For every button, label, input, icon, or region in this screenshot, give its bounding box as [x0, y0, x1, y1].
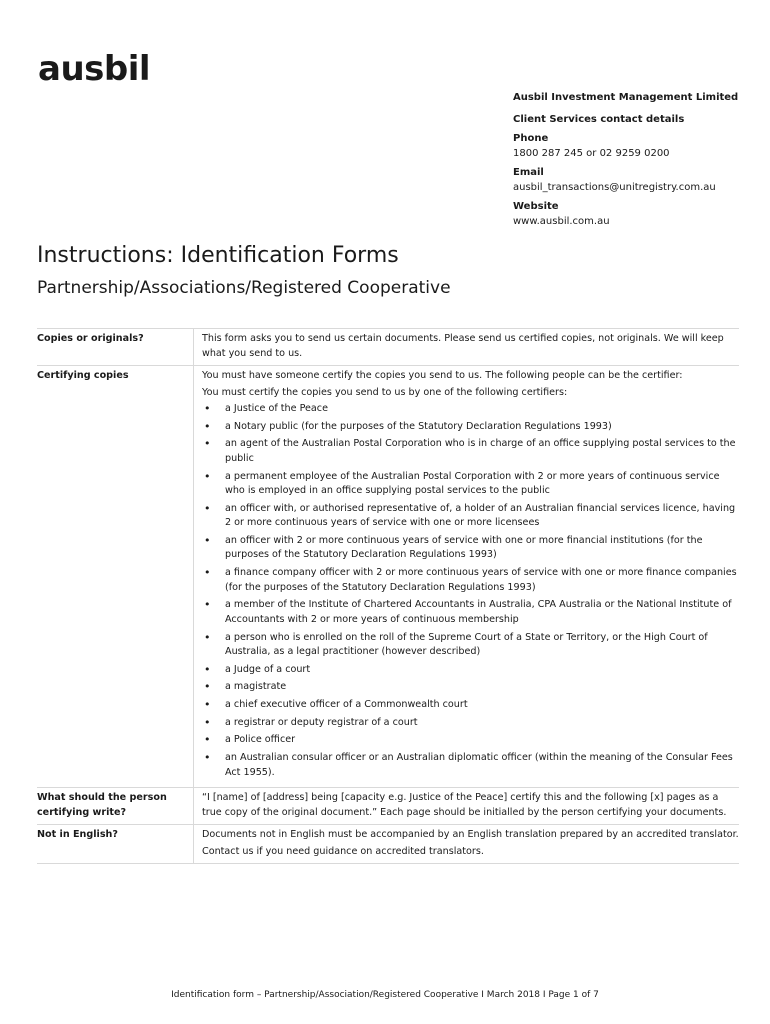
phone-value: 1800 287 245 or 02 9259 0200 [513, 148, 670, 159]
company-name: Ausbil Investment Management Limited [513, 92, 739, 103]
list-item: • a registrar or deputy registrar of a court [202, 716, 739, 731]
row-content-certifying [194, 366, 740, 788]
list-item: • an Australian consular officer or an Australian diplomatic officer (within the meaning of the Consular Fees Act 1955). [202, 751, 739, 780]
row-content-write [194, 788, 740, 825]
english-text-1: Documents not in English must be accompanied by an English translation prepared by an accredited translator. [202, 829, 739, 841]
row-label-write: What should the person certifying write? [37, 788, 194, 825]
copies-text: This form asks you to send us certain documents. Please send us certified copies, not originals. We will keep what you send to us. [202, 333, 724, 359]
write-text: “I [name] of [address] being [capacity e.g. Justice of the Peace] certify this and the following [x] pages as a true copy of the original document.” Each page should be initialled by the person certifying your documents. [202, 792, 727, 818]
english-text-2: Contact us if you need guidance on accredited translators. [202, 845, 484, 857]
list-item: • an agent of the Australian Postal Corporation who is in charge of an office supplying postal services to the public [202, 437, 739, 466]
row-content-copies [194, 329, 740, 366]
client-services-heading: Client Services contact details [513, 114, 685, 125]
list-item: • a magistrate [202, 680, 739, 695]
website-label: Website [513, 201, 559, 212]
list-item: • a Notary public (for the purposes of the Statutory Declaration Regulations 1993) [202, 420, 739, 435]
row-label-certifying: Certifying copies [37, 366, 194, 788]
list-item: • a finance company officer with 2 or more continuous years of service with one or more finance companies (for the purposes of the Statutory Declaration Regulations 1993) [202, 566, 739, 595]
phone-label: Phone [513, 133, 549, 144]
list-item: • an officer with, or authorised representative of, a holder of an Australian financial services licence, having 2 or more continuous years of service with one or more licensees [202, 502, 739, 531]
row-label-copies: Copies or originals? [37, 329, 194, 366]
ausbil-logo: ausbil [38, 49, 151, 89]
row-label-english: Not in English? [37, 825, 194, 864]
page-title: Instructions: Identification Forms [37, 243, 399, 268]
page-footer: Identification form – Partnership/Association/Registered Cooperative I March 2018 I Page 1 of 7 [171, 990, 599, 1000]
instructions-table [37, 328, 739, 864]
email-label: Email [513, 167, 544, 178]
contact-details [513, 90, 758, 229]
email-value[interactable]: ausbil_transactions@unitregistry.com.au [513, 182, 716, 193]
list-item: • a chief executive officer of a Commonwealth court [202, 698, 739, 713]
certifying-intro-1: You must have someone certify the copies you send to us. The following people can be the certifier: [202, 370, 683, 381]
table-row [37, 788, 739, 825]
list-item: • an officer with 2 or more continuous years of service with one or more financial institutions (for the purposes of the Statutory Declaration Regulations 1993) [202, 534, 739, 563]
certifying-intro-2: You must certify the copies you send to us by one of the following certifiers: [202, 386, 568, 398]
list-item: • a member of the Institute of Chartered Accountants in Australia, CPA Australia or the National Institute of Accountants with 2 or more years of continuous membership [202, 598, 739, 627]
certifier-list [202, 402, 739, 780]
row-content-english [194, 825, 740, 864]
page-subtitle: Partnership/Associations/Registered Cooperative [37, 278, 451, 298]
table-row [37, 366, 739, 788]
list-item: • a person who is enrolled on the roll of the Supreme Court of a State or Territory, or the High Court of Australia, as a legal practitioner (however described) [202, 631, 739, 660]
list-item: • a Judge of a court [202, 663, 739, 678]
table-row [37, 329, 739, 366]
list-item: • a Justice of the Peace [202, 402, 739, 417]
table-row [37, 825, 739, 864]
list-item: • a Police officer [202, 733, 739, 748]
website-link[interactable]: www.ausbil.com.au [513, 216, 610, 227]
list-item: • a permanent employee of the Australian Postal Corporation with 2 or more years of continuous service who is employed in an office supplying postal services to the public [202, 470, 739, 499]
